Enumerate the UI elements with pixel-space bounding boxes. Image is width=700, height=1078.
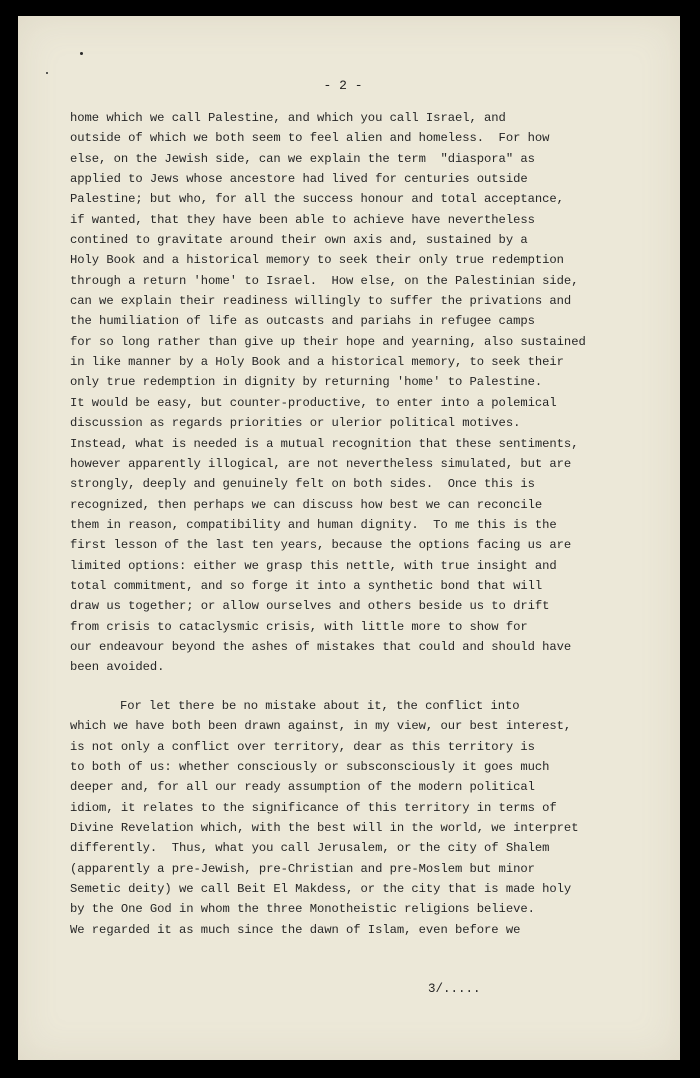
- text-line: We regarded it as much since the dawn of Islam, even before we: [70, 922, 521, 937]
- text-line: home which we call Palestine, and which you call Israel, and: [70, 111, 506, 125]
- text-line: been avoided.: [70, 660, 165, 675]
- text-line: draw us together; or allow ourselves and others beside us to drift: [70, 599, 550, 614]
- text-line: in like manner by a Holy Book and a historical memory, to seek their: [70, 355, 564, 370]
- text-line: It would be easy, but counter-productive, to enter into a polemical: [70, 395, 557, 410]
- text-line: the humiliation of life as outcasts and pariahs in refugee camps: [70, 314, 535, 329]
- ink-speck: [46, 72, 48, 74]
- text-line: which we have both been drawn against, in my view, our best interest,: [70, 719, 572, 734]
- text-line: to both of us: whether consciously or subsconsciously it goes much: [70, 760, 550, 775]
- text-line: if wanted, that they have been able to achieve have nevertheless: [70, 212, 535, 227]
- text-line: our endeavour beyond the ashes of mistakes that could and should have: [70, 639, 572, 654]
- text-line: Holy Book and a historical memory to seek their only true redemption: [70, 253, 564, 268]
- text-line: outside of which we both seem to feel alien and homeless. For how: [70, 131, 550, 146]
- text-line: Semetic deity) we call Beit El Makdess, or the city that is made holy: [70, 882, 572, 897]
- text-line: deeper and, for all our ready assumption of the modern political: [70, 780, 535, 795]
- continuation-marker: 3/.....: [428, 982, 481, 996]
- text-line: Divine Revelation which, with the best will in the world, we interpret: [70, 821, 579, 836]
- text-line: strongly, deeply and genuinely felt on both sides. Once this is: [70, 477, 535, 492]
- text-line: (apparently a pre-Jewish, pre-Christian and pre-Moslem but minor: [70, 861, 535, 876]
- ink-speck: [80, 52, 83, 55]
- text-line: applied to Jews whose ancestore had lived for centuries outside: [70, 172, 528, 187]
- text-line: only true redemption in dignity by returning 'home' to Palestine.: [70, 375, 543, 390]
- text-line: however apparently illogical, are not nevertheless simulated, but are: [70, 456, 572, 471]
- text-line: can we explain their readiness willingly to suffer the privations and: [70, 294, 572, 309]
- text-line: recognized, then perhaps we can discuss how best we can reconcile: [70, 497, 543, 512]
- text-line: else, on the Jewish side, can we explain the term "diaspora" as: [70, 151, 535, 166]
- paragraph-1: [70, 108, 586, 678]
- paragraph-2: [70, 696, 578, 940]
- text-line: by the One God in whom the three Monotheistic religions believe.: [70, 902, 535, 917]
- text-line: from crisis to cataclysmic crisis, with little more to show for: [70, 619, 528, 634]
- text-line: first lesson of the last ten years, because the options facing us are: [70, 538, 572, 553]
- text-line: total commitment, and so forge it into a synthetic bond that will: [70, 578, 543, 593]
- paper-sheet: [18, 16, 680, 1060]
- page-number: - 2 -: [323, 78, 363, 93]
- text-line: for so long rather than give up their hope and yearning, also sustained: [70, 334, 586, 349]
- text-line: Instead, what is needed is a mutual recognition that these sentiments,: [70, 436, 579, 451]
- text-line: differently. Thus, what you call Jerusalem, or the city of Shalem: [70, 841, 550, 856]
- text-line: is not only a conflict over territory, dear as this territory is: [70, 739, 535, 754]
- text-line: For let there be no mistake about it, the conflict into: [120, 699, 520, 713]
- text-line: through a return 'home' to Israel. How else, on the Palestinian side,: [70, 273, 579, 288]
- text-line: discussion as regards priorities or ulerior political motives.: [70, 416, 521, 431]
- text-line: them in reason, compatibility and human dignity. To me this is the: [70, 517, 557, 532]
- text-line: Palestine; but who, for all the success honour and total acceptance,: [70, 192, 564, 207]
- text-line: contined to gravitate around their own axis and, sustained by a: [70, 233, 528, 248]
- text-line: limited options: either we grasp this nettle, with true insight and: [70, 558, 557, 573]
- text-line: idiom, it relates to the significance of this territory in terms of: [70, 800, 557, 815]
